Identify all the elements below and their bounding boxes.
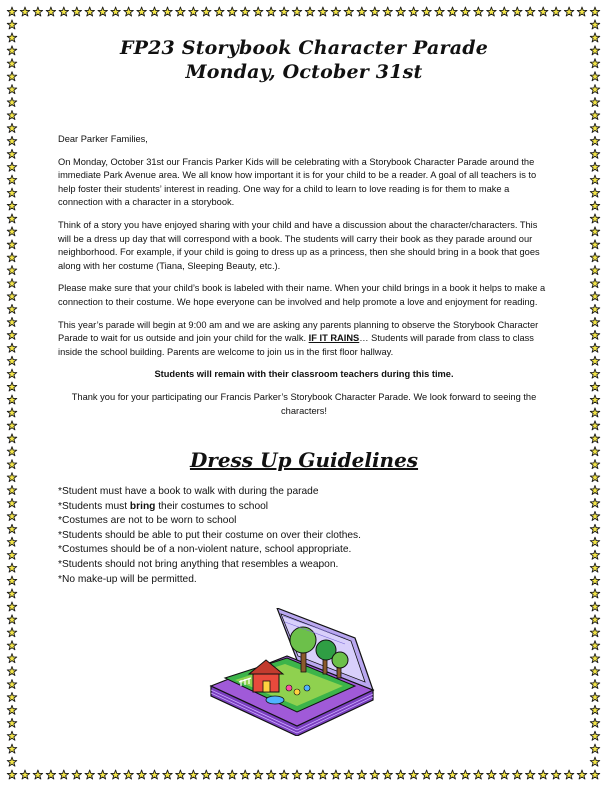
star-icon xyxy=(137,7,147,16)
star-icon xyxy=(7,304,17,313)
star-icon xyxy=(7,537,17,546)
star-icon xyxy=(227,770,237,779)
star-icon xyxy=(111,7,121,16)
star-icon xyxy=(590,253,600,262)
star-icon xyxy=(590,498,600,507)
star-icon xyxy=(7,589,17,598)
star-icon xyxy=(538,770,548,779)
pop-up-storybook-icon xyxy=(205,608,380,736)
paragraph-2: Think of a story you have enjoyed sharing with your child and have a discussion about the character/characters. This will be a dress up day that will correspond with a book. The students will carry their book as they parade around our neighborhood. For example, if your child is going to dress up as a princess, then she should bring in a book that goes along with her costume (Tiana, Sleeping Beauty, etc.). xyxy=(58,219,540,271)
star-icon xyxy=(474,770,484,779)
star-icon xyxy=(7,343,17,352)
star-icon xyxy=(85,7,95,16)
star-icon xyxy=(590,408,600,417)
star-icon xyxy=(590,589,600,598)
title-line-2: Monday, October 31st xyxy=(185,61,423,83)
guideline-item xyxy=(58,500,550,515)
star-icon xyxy=(292,770,302,779)
star-icon xyxy=(409,770,419,779)
star-icon xyxy=(7,680,17,689)
star-icon xyxy=(150,770,160,779)
star-icon xyxy=(590,434,600,443)
star-icon xyxy=(590,214,600,223)
star-icon xyxy=(46,7,56,16)
star-icon xyxy=(590,511,600,520)
star-icon xyxy=(7,356,17,365)
star-icon xyxy=(590,460,600,469)
star-icon xyxy=(461,770,471,779)
star-icon xyxy=(513,7,523,16)
star-icon xyxy=(7,201,17,210)
star-icon xyxy=(7,266,17,275)
star-icon xyxy=(7,20,17,29)
star-icon xyxy=(7,7,17,16)
star-icon xyxy=(525,770,535,779)
star-icon xyxy=(7,227,17,236)
star-icon xyxy=(7,486,17,495)
bold-note: Students will remain with their classroom teachers during this time. xyxy=(154,369,454,380)
star-icon xyxy=(33,7,43,16)
star-icon xyxy=(318,7,328,16)
star-icon xyxy=(590,46,600,55)
guideline-item: *Student must have a book to walk with during the parade xyxy=(58,486,319,498)
star-icon xyxy=(72,7,82,16)
star-icon xyxy=(189,7,199,16)
if-it-rains: IF IT RAINS xyxy=(308,333,360,344)
star-icon xyxy=(7,576,17,585)
star-icon xyxy=(590,356,600,365)
star-icon xyxy=(7,460,17,469)
star-icon xyxy=(590,7,600,16)
star-icon xyxy=(46,770,56,779)
star-icon xyxy=(7,421,17,430)
star-icon xyxy=(357,7,367,16)
star-icon xyxy=(7,511,17,520)
star-icon xyxy=(448,770,458,779)
star-icon xyxy=(590,175,600,184)
star-icon xyxy=(305,770,315,779)
guidelines-list xyxy=(58,485,550,587)
star-icon xyxy=(590,149,600,158)
star-icon xyxy=(396,770,406,779)
star-icon xyxy=(590,447,600,456)
star-icon xyxy=(590,330,600,339)
star-icon xyxy=(266,7,276,16)
star-icon xyxy=(590,744,600,753)
star-icon xyxy=(500,770,510,779)
star-icon xyxy=(590,395,600,404)
star-icon xyxy=(7,149,17,158)
star-icon xyxy=(590,718,600,727)
star-icon xyxy=(7,292,17,301)
star-icon xyxy=(292,7,302,16)
star-icon xyxy=(590,162,600,171)
guideline-text: *Students must xyxy=(58,500,130,512)
star-icon xyxy=(7,59,17,68)
guideline-text: their costumes to school xyxy=(155,500,269,512)
star-icon xyxy=(590,188,600,197)
star-icon xyxy=(590,731,600,740)
star-icon xyxy=(7,744,17,753)
star-icon xyxy=(590,692,600,701)
star-icon xyxy=(266,770,276,779)
star-icon xyxy=(7,253,17,262)
star-icon xyxy=(7,757,17,766)
star-icon xyxy=(163,7,173,16)
star-icon xyxy=(590,680,600,689)
star-icon xyxy=(202,770,212,779)
star-icon xyxy=(33,770,43,779)
star-icon xyxy=(7,692,17,701)
star-icon xyxy=(590,421,600,430)
star-icon xyxy=(564,770,574,779)
star-icon xyxy=(422,770,432,779)
star-icon xyxy=(7,498,17,507)
star-icon xyxy=(7,214,17,223)
star-icon xyxy=(590,615,600,624)
star-icon xyxy=(409,7,419,16)
star-icon xyxy=(590,279,600,288)
star-icon xyxy=(474,7,484,16)
star-icon xyxy=(85,770,95,779)
star-icon xyxy=(396,7,406,16)
star-icon xyxy=(590,382,600,391)
star-icon xyxy=(538,7,548,16)
star-icon xyxy=(590,343,600,352)
star-icon xyxy=(7,563,17,572)
star-icon xyxy=(590,136,600,145)
star-icon xyxy=(124,7,134,16)
star-icon xyxy=(590,266,600,275)
star-icon xyxy=(7,279,17,288)
star-icon xyxy=(98,770,108,779)
star-icon xyxy=(590,667,600,676)
star-icon xyxy=(253,770,263,779)
star-icon xyxy=(227,7,237,16)
star-icon xyxy=(590,537,600,546)
star-icon xyxy=(590,98,600,107)
star-icon xyxy=(305,7,315,16)
star-icon xyxy=(435,770,445,779)
star-icon xyxy=(7,85,17,94)
star-icon xyxy=(240,770,250,779)
star-icon xyxy=(383,770,393,779)
flyer-content xyxy=(58,36,550,587)
star-icon xyxy=(590,59,600,68)
star-icon xyxy=(7,473,17,482)
star-icon xyxy=(7,641,17,650)
star-icon xyxy=(577,7,587,16)
star-icon xyxy=(215,7,225,16)
star-icon xyxy=(7,705,17,714)
star-icon xyxy=(7,615,17,624)
star-icon xyxy=(331,770,341,779)
star-icon xyxy=(150,7,160,16)
star-icon xyxy=(189,770,199,779)
star-icon xyxy=(59,770,69,779)
star-icon xyxy=(590,705,600,714)
star-icon xyxy=(590,33,600,42)
star-icon xyxy=(590,317,600,326)
star-icon xyxy=(20,7,30,16)
star-icon xyxy=(7,602,17,611)
star-icon xyxy=(525,7,535,16)
guidelines-title: Dress Up Guidelines xyxy=(189,448,419,473)
star-icon xyxy=(500,7,510,16)
star-icon xyxy=(7,369,17,378)
star-icon xyxy=(383,7,393,16)
paragraph-4 xyxy=(58,319,550,360)
star-icon xyxy=(590,550,600,559)
star-icon xyxy=(590,473,600,482)
star-icon xyxy=(279,7,289,16)
star-icon xyxy=(59,7,69,16)
paragraph-3: Please make sure that your child’s book is labeled with their name. When your child brings in a book it helps to make a connection to their costume. We hope everyone can be involved and help promote a love and enjoyment for reading. xyxy=(58,283,546,307)
star-icon xyxy=(72,770,82,779)
star-icon xyxy=(590,304,600,313)
star-icon xyxy=(344,7,354,16)
star-icon xyxy=(318,770,328,779)
star-icon xyxy=(370,770,380,779)
guideline-item: *Costumes should be of a non-violent nature, school appropriate. xyxy=(58,544,352,556)
star-icon xyxy=(7,136,17,145)
star-icon xyxy=(590,641,600,650)
star-icon xyxy=(590,240,600,249)
star-icon xyxy=(513,770,523,779)
star-icon xyxy=(7,447,17,456)
star-icon xyxy=(590,201,600,210)
page-title xyxy=(58,36,550,84)
star-icon xyxy=(590,227,600,236)
star-icon xyxy=(551,770,561,779)
star-icon xyxy=(7,111,17,120)
star-icon xyxy=(7,434,17,443)
star-icon xyxy=(590,576,600,585)
star-icon xyxy=(590,524,600,533)
star-icon xyxy=(7,317,17,326)
star-icon xyxy=(357,770,367,779)
star-icon xyxy=(124,770,134,779)
star-icon xyxy=(7,524,17,533)
star-icon xyxy=(590,369,600,378)
paragraph-4-text-a: This year’s parade will begin at 9:00 am and we are asking any parents planning to observe the Storybook Character Parade to wait for us outside and join your child for the walk. xyxy=(58,319,539,344)
title-line-1: FP23 Storybook Character Parade xyxy=(119,37,489,59)
star-icon xyxy=(7,395,17,404)
star-icon xyxy=(7,330,17,339)
guideline-item: *Costumes are not to be worn to school xyxy=(58,515,237,527)
star-icon xyxy=(7,123,17,132)
star-icon xyxy=(111,770,121,779)
star-icon xyxy=(7,33,17,42)
thank-you: Thank you for your participating our Francis Parker’s Storybook Character Parade. We look forward to seeing the characters! xyxy=(71,391,537,416)
star-icon xyxy=(590,563,600,572)
star-icon xyxy=(487,7,497,16)
star-icon xyxy=(461,7,471,16)
star-icon xyxy=(7,240,17,249)
star-icon xyxy=(7,98,17,107)
paragraph-4-text-b: … Students will parade from class to class inside the school building. Parents are welcome to join us in the first floor hallway. xyxy=(58,333,534,357)
guideline-item: *Students should not bring anything that resembles a weapon. xyxy=(58,559,339,571)
guideline-bold-word: bring xyxy=(129,500,156,512)
star-icon xyxy=(487,770,497,779)
star-icon xyxy=(7,408,17,417)
star-icon xyxy=(590,770,600,779)
star-icon xyxy=(564,7,574,16)
star-icon xyxy=(590,757,600,766)
star-icon xyxy=(7,654,17,663)
star-icon xyxy=(163,770,173,779)
letter-body xyxy=(58,133,550,418)
star-icon xyxy=(590,602,600,611)
star-icon xyxy=(7,72,17,81)
star-icon xyxy=(240,7,250,16)
star-icon xyxy=(331,7,341,16)
star-icon xyxy=(20,770,30,779)
star-icon xyxy=(448,7,458,16)
star-icon xyxy=(7,550,17,559)
star-icon xyxy=(7,718,17,727)
star-icon xyxy=(202,7,212,16)
star-icon xyxy=(98,7,108,16)
star-icon xyxy=(7,382,17,391)
star-icon xyxy=(370,7,380,16)
star-icon xyxy=(590,123,600,132)
star-icon xyxy=(344,770,354,779)
star-icon xyxy=(590,85,600,94)
greeting: Dear Parker Families, xyxy=(58,134,148,144)
star-icon xyxy=(7,46,17,55)
guideline-item: *No make-up will be permitted. xyxy=(58,573,197,585)
star-icon xyxy=(215,770,225,779)
star-icon xyxy=(590,72,600,81)
star-icon xyxy=(551,7,561,16)
star-icon xyxy=(137,770,147,779)
star-icon xyxy=(279,770,289,779)
star-icon xyxy=(7,731,17,740)
star-icon xyxy=(590,20,600,29)
star-icon xyxy=(176,770,186,779)
star-icon xyxy=(590,654,600,663)
star-icon xyxy=(590,111,600,120)
star-icon xyxy=(7,162,17,171)
star-icon xyxy=(590,292,600,301)
star-icon xyxy=(176,7,186,16)
paragraph-1: On Monday, October 31st our Francis Parker Kids will be celebrating with a Storybook Character Parade around the immediate Park Avenue area. We all know how important it is for your child to be a reader. A goal of all teachers is to help foster their students’ interest in reading. One way for a child to learn to love reading is for them to make a connection with a character in a storybook. xyxy=(58,156,537,208)
star-icon xyxy=(7,770,17,779)
star-icon xyxy=(7,667,17,676)
star-icon xyxy=(577,770,587,779)
star-icon xyxy=(590,628,600,637)
star-icon xyxy=(7,188,17,197)
star-icon xyxy=(7,175,17,184)
star-icon xyxy=(253,7,263,16)
star-icon xyxy=(422,7,432,16)
star-icon xyxy=(590,486,600,495)
star-icon xyxy=(435,7,445,16)
guideline-item: *Students should be able to put their costume on over their clothes. xyxy=(58,529,361,541)
star-icon xyxy=(7,628,17,637)
